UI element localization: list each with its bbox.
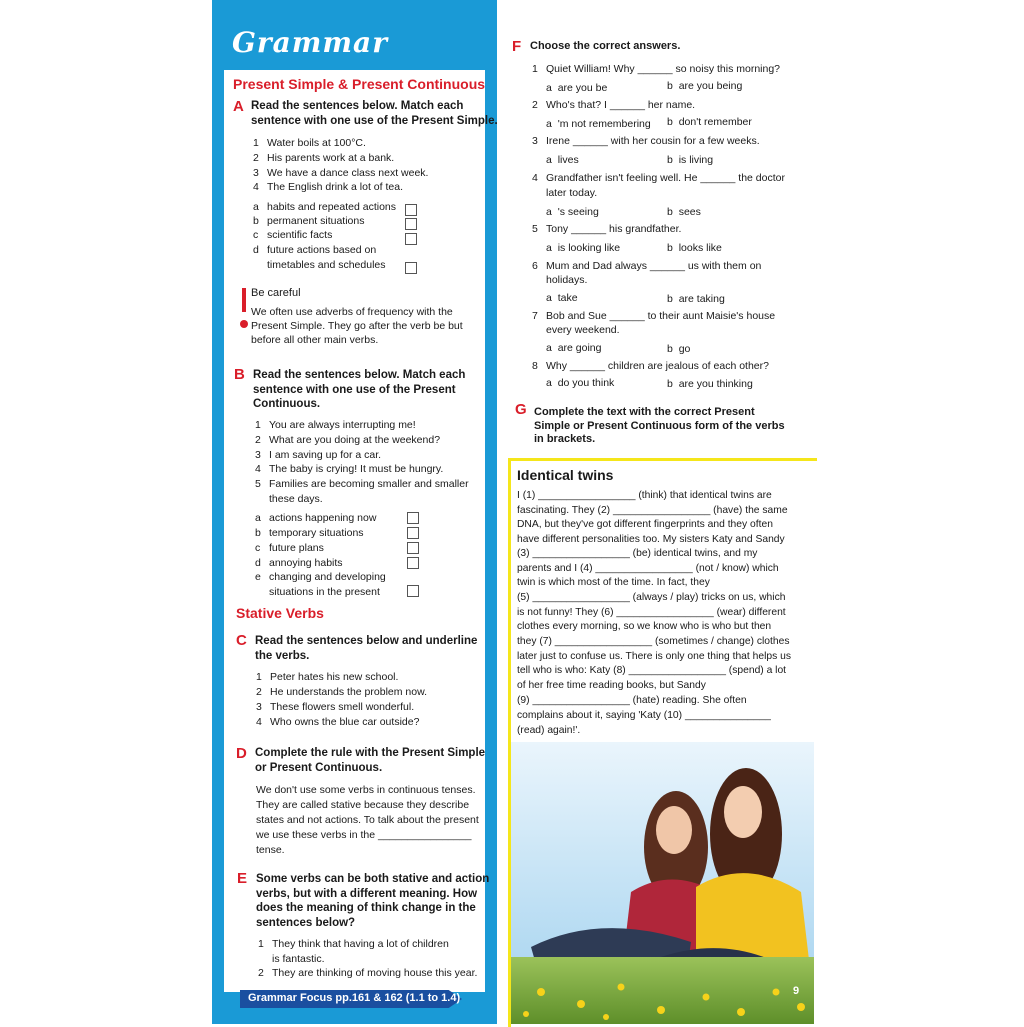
section-e-instruction-3: does the meaning of think change in the bbox=[256, 902, 476, 914]
a-sentence-1: 1 Water boils at 100°C. bbox=[253, 137, 366, 149]
section-b-letter: B bbox=[234, 366, 245, 383]
b-option-a: a actions happening now bbox=[255, 512, 377, 524]
b-sentence-4: 4 The baby is crying! It must be hungry. bbox=[255, 463, 444, 475]
twins-line-11: they (7) _________________ (sometimes / change) clothes bbox=[517, 636, 790, 647]
page-title: Grammar bbox=[232, 26, 388, 59]
twins-line-10: clothes every morning, so we know who is who but then bbox=[517, 621, 772, 632]
f-q4-option-b[interactable]: b sees bbox=[667, 206, 701, 218]
f-question-8: 8 Why ______ children are jealous of each other? bbox=[532, 360, 769, 372]
section-d-instruction-1: Complete the rule with the Present Simple bbox=[255, 747, 486, 759]
b-option-c: c future plans bbox=[255, 542, 324, 554]
twins-line-6: parents and I (4) _________________ (not / know) which bbox=[517, 563, 779, 574]
a-sentence-3: 3 We have a dance class next week. bbox=[253, 167, 429, 179]
twins-line-9: is not funny! They (6) _________________ (wear) different bbox=[517, 607, 786, 618]
twins-line-13: tell who is who: Katy (8) _________________ (spend) a lot bbox=[517, 665, 787, 676]
section-d-letter: D bbox=[236, 745, 247, 762]
section-g-instruction-3: in brackets. bbox=[534, 433, 596, 445]
careful-line-1: We often use adverbs of frequency with the bbox=[251, 306, 453, 318]
section-g-letter: G bbox=[515, 401, 527, 418]
b-answer-box-e[interactable] bbox=[407, 585, 419, 597]
careful-line-2: Present Simple. They go after the verb be but bbox=[251, 320, 463, 332]
f-q7-option-b[interactable]: b go bbox=[667, 343, 691, 355]
twins-line-14: of her free time reading books, but Sandy bbox=[517, 680, 706, 691]
f-q6-option-a[interactable]: a take bbox=[546, 292, 578, 304]
section-header-stative: Stative Verbs bbox=[236, 605, 324, 621]
twins-title: Identical twins bbox=[517, 467, 614, 483]
b-answer-box-b[interactable] bbox=[407, 527, 419, 539]
f-q1-option-b[interactable]: b are you being bbox=[667, 80, 743, 92]
warning-icon bbox=[242, 288, 246, 312]
d-rule-line-4: we use these verbs in the ________________ bbox=[256, 829, 472, 841]
twins-photo bbox=[511, 742, 814, 1024]
section-g-instruction-2: Simple or Present Continuous form of the verbs bbox=[534, 420, 785, 432]
twins-line-4: have different personalities too. My sisters Katy and Sandy bbox=[517, 534, 785, 545]
b-sentence-5-cont: these days. bbox=[269, 493, 323, 505]
f-question-1: 1 Quiet William! Why ______ so noisy this morning? bbox=[532, 63, 781, 75]
b-option-e: e changing and developing bbox=[255, 571, 386, 583]
f-q5-option-a[interactable]: a is looking like bbox=[546, 242, 621, 254]
f-q6-option-b[interactable]: b are taking bbox=[667, 293, 725, 305]
f-question-7: 7 Bob and Sue ______ to their aunt Maisie's house bbox=[532, 310, 776, 322]
section-b-instruction-2: sentence with one use of the Present bbox=[253, 384, 456, 396]
f-q1-option-a[interactable]: a are you be bbox=[546, 82, 608, 94]
section-c-letter: C bbox=[236, 632, 247, 649]
f-question-4: 4 Grandfather isn't feeling well. He ______ the doctor bbox=[532, 172, 785, 184]
twins-line-8: (5) _________________ (always / play) tricks on us, which bbox=[517, 592, 786, 603]
section-e-instruction-4: sentences below? bbox=[256, 917, 356, 929]
a-sentence-2: 2 His parents work at a bank. bbox=[253, 152, 395, 164]
section-a-instruction-1: Read the sentences below. Match each bbox=[251, 100, 464, 112]
d-rule-line-5: tense. bbox=[256, 844, 285, 856]
section-e-instruction-1: Some verbs can be both stative and action bbox=[256, 873, 490, 885]
f-question-3: 3 Irene ______ with her cousin for a few weeks. bbox=[532, 135, 760, 147]
b-answer-box-c[interactable] bbox=[407, 542, 419, 554]
f-q8-option-a[interactable]: a do you think bbox=[546, 377, 615, 389]
a-option-d-cont: timetables and schedules bbox=[267, 259, 386, 271]
a-answer-box-b[interactable] bbox=[405, 218, 417, 230]
d-rule-line-1: We don't use some verbs in continuous tenses. bbox=[256, 784, 476, 796]
section-b-instruction-1: Read the sentences below. Match each bbox=[253, 369, 466, 381]
a-sentence-4: 4 The English drink a lot of tea. bbox=[253, 181, 403, 193]
twins-line-15: (9) _________________ (hate) reading. She often bbox=[517, 695, 747, 706]
f-question-6: 6 Mum and Dad always ______ us with them on bbox=[532, 260, 762, 272]
c-sentence-3: 3 These flowers smell wonderful. bbox=[256, 701, 415, 713]
d-rule-line-3: states and not actions. To talk about the present bbox=[256, 814, 479, 826]
d-rule-line-2: They are called stative because they describe bbox=[256, 799, 470, 811]
b-option-d: d annoying habits bbox=[255, 557, 343, 569]
b-answer-box-d[interactable] bbox=[407, 557, 419, 569]
f-question-2: 2 Who's that? I ______ her name. bbox=[532, 99, 696, 111]
a-option-a: a habits and repeated actions bbox=[253, 201, 397, 213]
twins-line-3: DNA, but they've got different fingerprints and they often bbox=[517, 519, 773, 530]
f-q5-option-b[interactable]: b looks like bbox=[667, 242, 722, 254]
section-a-instruction-2: sentence with one use of the Present Simple. bbox=[251, 115, 498, 127]
section-f-letter: F bbox=[512, 38, 522, 55]
f-q2-option-b[interactable]: b don't remember bbox=[667, 116, 752, 128]
b-option-b: b temporary situations bbox=[255, 527, 364, 539]
f-q4-option-a[interactable]: a 's seeing bbox=[546, 206, 599, 218]
twins-line-16: complains about it, saying 'Katy (10) _______________ bbox=[517, 710, 771, 721]
warning-dot-icon bbox=[240, 320, 248, 328]
b-sentence-2: 2 What are you doing at the weekend? bbox=[255, 434, 441, 446]
c-sentence-4: 4 Who owns the blue car outside? bbox=[256, 716, 420, 728]
a-answer-box-d[interactable] bbox=[405, 262, 417, 274]
f-question-6-cont: holidays. bbox=[546, 274, 588, 286]
page-number: 9 bbox=[793, 985, 800, 997]
section-c-instruction-2: the verbs. bbox=[255, 650, 310, 662]
c-sentence-2: 2 He understands the problem now. bbox=[256, 686, 428, 698]
section-f-instruction: Choose the correct answers. bbox=[530, 40, 681, 52]
a-answer-box-a[interactable] bbox=[405, 204, 417, 216]
b-answer-box-a[interactable] bbox=[407, 512, 419, 524]
a-option-b: b permanent situations bbox=[253, 215, 365, 227]
b-sentence-3: 3 I am saving up for a car. bbox=[255, 449, 382, 461]
section-e-instruction-2: verbs, but with a different meaning. How bbox=[256, 888, 478, 900]
twins-line-2: fascinating. They (2) _________________ (have) the same bbox=[517, 505, 788, 516]
grammar-focus-link[interactable]: Grammar Focus pp.161 & 162 (1.1 to 1.4) bbox=[248, 992, 461, 1004]
twins-line-1: I (1) _________________ (think) that identical twins are bbox=[517, 490, 772, 501]
f-question-4-cont: later today. bbox=[546, 187, 598, 199]
section-b-instruction-3: Continuous. bbox=[253, 398, 321, 410]
f-q3-option-b[interactable]: b is living bbox=[667, 154, 714, 166]
c-sentence-1: 1 Peter hates his new school. bbox=[256, 671, 399, 683]
section-header-present: Present Simple & Present Continuous bbox=[233, 76, 486, 92]
b-sentence-5: 5 Families are becoming smaller and smaller bbox=[255, 478, 469, 490]
e-sentence-2: 2 They are thinking of moving house this year. bbox=[258, 967, 478, 979]
section-a-letter: A bbox=[233, 98, 244, 115]
careful-title: Be careful bbox=[251, 287, 301, 299]
f-q8-option-b[interactable]: b are you thinking bbox=[667, 378, 753, 390]
twins-line-7: twin is which most of the time. In fact, they bbox=[517, 577, 710, 588]
f-q3-option-a[interactable]: a lives bbox=[546, 154, 579, 166]
a-answer-box-c[interactable] bbox=[405, 233, 417, 245]
e-sentence-1: 1 They think that having a lot of children bbox=[258, 938, 449, 950]
section-d-instruction-2: or Present Continuous. bbox=[255, 762, 383, 774]
f-q2-option-a[interactable]: a 'm not remembering bbox=[546, 118, 651, 130]
section-c-instruction-1: Read the sentences below and underline bbox=[255, 635, 478, 647]
f-question-7-cont: every weekend. bbox=[546, 324, 620, 336]
careful-line-3: before all other main verbs. bbox=[251, 334, 379, 346]
e-sentence-1-cont: is fantastic. bbox=[272, 953, 325, 965]
a-option-c: c scientific facts bbox=[253, 229, 333, 241]
b-sentence-1: 1 You are always interrupting me! bbox=[255, 419, 416, 431]
b-option-e-cont: situations in the present bbox=[269, 586, 380, 598]
f-question-5: 5 Tony ______ his grandfather. bbox=[532, 223, 682, 235]
section-g-instruction-1: Complete the text with the correct Present bbox=[534, 406, 755, 418]
twins-line-5: (3) _________________ (be) identical twins, and my bbox=[517, 548, 758, 559]
twins-line-17: (read) again!'. bbox=[517, 725, 581, 736]
f-q7-option-a[interactable]: a are going bbox=[546, 342, 602, 354]
twins-line-12: later just to confuse us. There is only one thing that helps us bbox=[517, 651, 791, 662]
section-e-letter: E bbox=[237, 870, 248, 887]
a-option-d: d future actions based on bbox=[253, 244, 377, 256]
